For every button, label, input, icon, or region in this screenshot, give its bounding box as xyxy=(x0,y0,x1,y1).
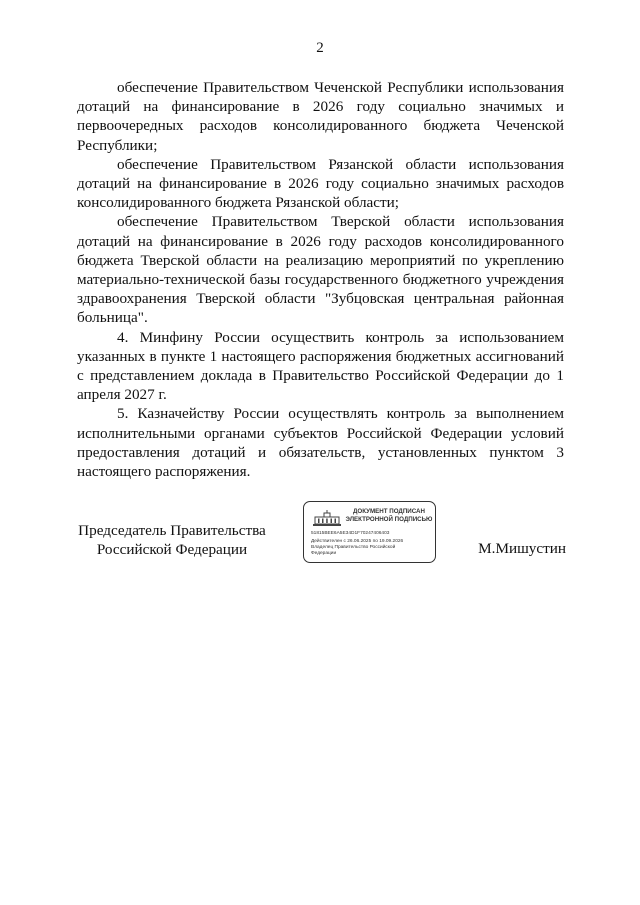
stamp-validity: Действителен с 26.06.2025 по 19.09.2026 xyxy=(311,539,404,544)
document-body xyxy=(77,78,564,481)
paragraph-ryazan: обеспечение Правительством Рязанской области использования дотаций на финансирование в 2026 году социально значимых расходов консолидированного бюджета Рязанской области; xyxy=(77,155,564,212)
signatory-name: М.Мишустин xyxy=(478,540,566,557)
paragraph-chechnya: обеспечение Правительством Чеченской Республики использования дотаций на финансирование в 2026 году социально значимых и первоочередных расходов консолидированного бюджета Чеченской Республики; xyxy=(77,79,564,154)
paragraph-item-4: 4. Минфину России осуществить контроль за использованием указанных в пункте 1 настоящего распоряжения бюджетных ассигнований с представлением доклада в Правительство Российской Федерации до 1 апреля 2027 г. xyxy=(77,328,564,404)
paragraph-item-5: 5. Казначейству России осуществлять контроль за выполнением исполнительными органами субъектов Российской Федерации условий предоставления дотаций и обязательств, установленных пунктом 3 настоящего распоряжения. xyxy=(77,405,564,481)
stamp-certificate: 51815BEE6A5E34D1F70247406403 xyxy=(311,531,390,536)
signatory-position xyxy=(77,521,267,559)
paragraph-tver: обеспечение Правительством Тверской области использования дотаций на финансирование в 2026 году расходов консолидированного бюджета Тверской области на реализацию мероприятий по укреплению материально-технической базы государственного бюджетного учреждения здравоохранения Тверской области "Зубцовская центральная районная больница". xyxy=(77,213,564,327)
stamp-owner-line1: Владелец Правительство Российской xyxy=(311,545,396,550)
stamp-owner-line2: Федерации xyxy=(311,551,337,556)
stamp-title: ДОКУМЕНТ ПОДПИСАН ЭЛЕКТРОННОЙ ПОДПИСЬЮ xyxy=(345,508,433,523)
building-emblem-icon xyxy=(312,509,342,527)
page-number: 2 xyxy=(316,40,324,56)
signatory-position-line1: Председатель Правительства xyxy=(78,522,266,539)
signatory-position-line2: Российской Федерации xyxy=(96,541,248,559)
electronic-signature-stamp xyxy=(303,501,436,563)
